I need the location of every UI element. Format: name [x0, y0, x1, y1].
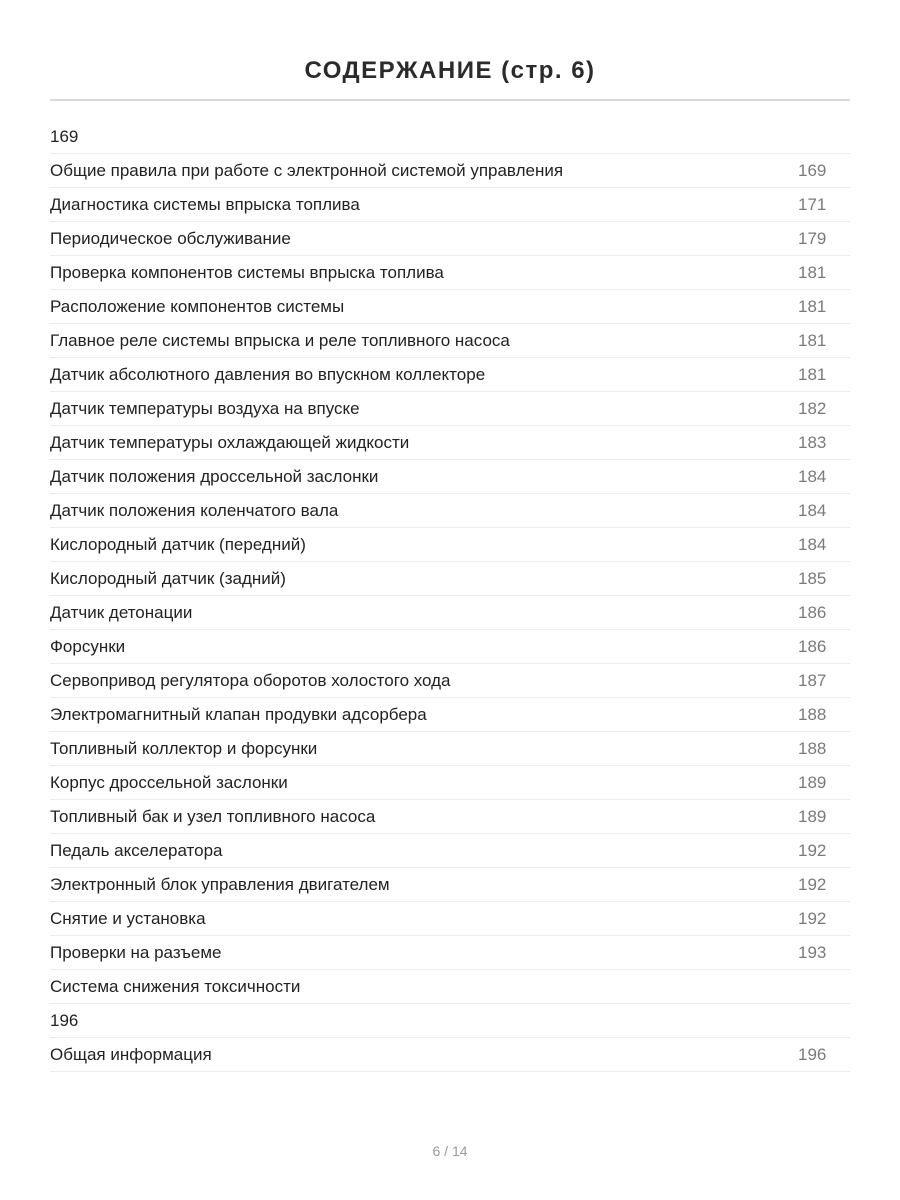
toc-entry-page-number: 184 — [798, 535, 827, 554]
toc-entry[interactable] — [50, 392, 850, 426]
toc-entry[interactable] — [50, 936, 850, 970]
toc-entry-title: Датчик положения коленчатого вала — [50, 501, 339, 520]
toc-entry[interactable] — [50, 868, 850, 902]
toc-entry[interactable] — [50, 800, 850, 834]
toc-entry-page-number: 188 — [798, 705, 827, 724]
toc-entry-page-number: 181 — [798, 297, 827, 316]
toc-entry-page-number: 184 — [798, 467, 827, 486]
page-title: СОДЕРЖАНИЕ (стр. 6) — [304, 57, 596, 85]
toc-entry-title: Кислородный датчик (задний) — [50, 569, 286, 588]
toc-entry-title: Проверки на разъеме — [50, 943, 222, 962]
toc-entry[interactable] — [50, 766, 850, 800]
toc-entry-title: Периодическое обслуживание — [50, 229, 291, 248]
toc-entry-page-number: 189 — [798, 807, 827, 826]
toc-entry[interactable] — [50, 528, 850, 562]
toc-entry-title: Датчик детонации — [50, 603, 193, 622]
title-divider — [50, 99, 850, 101]
toc-entry[interactable] — [50, 1004, 850, 1038]
toc-entry-page-number: 192 — [798, 909, 827, 928]
toc-entry-title: Проверка компонентов системы впрыска топлива — [50, 263, 444, 282]
toc-entry[interactable] — [50, 188, 850, 222]
toc-entry[interactable] — [50, 630, 850, 664]
toc-entry-title: Датчик температуры охлаждающей жидкости — [50, 433, 410, 452]
toc-entry-page-number: 171 — [798, 195, 827, 214]
toc-entry-title: Педаль акселератора — [50, 841, 223, 860]
table-of-contents — [50, 120, 850, 1072]
toc-entry-page-number: 181 — [798, 365, 827, 384]
toc-entry-page-number: 187 — [798, 671, 827, 690]
toc-entry-page-number: 186 — [798, 603, 827, 622]
toc-entry-page-number: 196 — [798, 1045, 827, 1064]
toc-entry-title: Электромагнитный клапан продувки адсорбера — [50, 705, 427, 724]
toc-entry-page-number: 184 — [798, 501, 827, 520]
toc-entry-title: Главное реле системы впрыска и реле топливного насоса — [50, 331, 510, 350]
toc-entry[interactable] — [50, 732, 850, 766]
toc-entry-title: Топливный бак и узел топливного насоса — [50, 807, 376, 826]
toc-entry-title: Датчик положения дроссельной заслонки — [50, 467, 379, 486]
toc-entry-title: Система снижения токсичности — [50, 977, 301, 996]
toc-entry[interactable] — [50, 256, 850, 290]
toc-entry[interactable] — [50, 290, 850, 324]
toc-entry-page-number: 192 — [798, 841, 827, 860]
toc-entry-title: Корпус дроссельной заслонки — [50, 773, 288, 792]
toc-entry[interactable] — [50, 902, 850, 936]
toc-entry[interactable] — [50, 562, 850, 596]
toc-entry-page-number: 186 — [798, 637, 827, 656]
toc-entry-title: Кислородный датчик (передний) — [50, 535, 306, 554]
toc-entry[interactable] — [50, 834, 850, 868]
page-indicator: 6 / 14 — [432, 1143, 468, 1159]
toc-entry-title: Расположение компонентов системы — [50, 297, 345, 316]
toc-entry-title: Датчик температуры воздуха на впуске — [50, 399, 360, 418]
toc-entry[interactable] — [50, 324, 850, 358]
toc-entry-page-number: 185 — [798, 569, 827, 588]
toc-entry-page-number: 189 — [798, 773, 827, 792]
toc-entry-title: Форсунки — [50, 637, 126, 656]
toc-entry[interactable] — [50, 222, 850, 256]
toc-entry-page-number: 169 — [798, 161, 827, 180]
toc-entry-page-number: 183 — [798, 433, 827, 452]
toc-entry-title: Топливный коллектор и форсунки — [50, 739, 318, 758]
toc-entry[interactable] — [50, 1038, 850, 1072]
toc-entry-title: Датчик абсолютного давления во впускном коллекторе — [50, 365, 486, 384]
toc-entry[interactable] — [50, 970, 850, 1004]
toc-entry-page-number: 188 — [798, 739, 827, 758]
toc-entry[interactable] — [50, 426, 850, 460]
toc-entry-page-number: 179 — [798, 229, 827, 248]
toc-entry[interactable] — [50, 120, 850, 154]
toc-entry-title: 196 — [50, 1011, 79, 1030]
toc-entry[interactable] — [50, 698, 850, 732]
toc-entry[interactable] — [50, 460, 850, 494]
toc-entry-page-number: 193 — [798, 943, 827, 962]
toc-entry-page-number: 181 — [798, 331, 827, 350]
toc-entry-page-number: 192 — [798, 875, 827, 894]
toc-entry-title: Общая информация — [50, 1045, 212, 1064]
toc-entry-page-number: 182 — [798, 399, 827, 418]
toc-entry[interactable] — [50, 154, 850, 188]
toc-entry-title: Снятие и установка — [50, 909, 206, 928]
toc-entry[interactable] — [50, 664, 850, 698]
toc-entry-title: Электронный блок управления двигателем — [50, 875, 390, 894]
toc-entry-title: 169 — [50, 127, 79, 146]
toc-entry-title: Сервопривод регулятора оборотов холостого хода — [50, 671, 451, 690]
toc-entry[interactable] — [50, 358, 850, 392]
toc-entry-title: Диагностика системы впрыска топлива — [50, 195, 360, 214]
toc-entry[interactable] — [50, 596, 850, 630]
toc-entry-page-number: 181 — [798, 263, 827, 282]
toc-entry[interactable] — [50, 494, 850, 528]
toc-entry-title: Общие правила при работе с электронной системой управления — [50, 161, 564, 180]
